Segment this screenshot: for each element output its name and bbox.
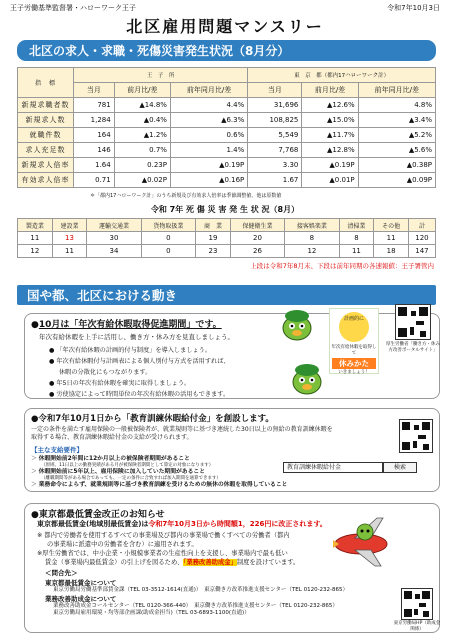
section-band-movements: 国や都、北区における動き — [17, 285, 436, 305]
paid-leave-title: ●10月は「年次有給休暇取得促進期間」です。 — [31, 320, 222, 330]
top-bar — [10, 2, 440, 14]
qr-code[interactable] — [399, 419, 433, 453]
education-leave-title: ●令和7年10月1日から「教育訓練休暇給付金」を創設します。 — [31, 414, 274, 424]
col-prev-year: 前年同月比/差 — [170, 83, 247, 98]
table-row: 有効求人倍率 0.71 ▲0.02P ▲0.16P 1.67 ▲0.01P ▲0.09P — [18, 173, 436, 188]
minimum-wage-announcement: 東京都最低賃金(地域別最低賃金)は令和7年10月3日から時間額1，226円に改正されます。 — [37, 520, 327, 528]
table-row: 新規求職者数 781 ▲14.8% 4.4% 31,696 ▲12.6% 4.8% — [18, 98, 436, 113]
employment-stats-table — [17, 67, 436, 188]
requirements-list: ＞ 休暇開始前2年間に12か月以上の被保険者期間があること （原則、11日以上の勤務実績がある月が被保険者期間として算定の対象になります） ＞ 休暇開始前に5年以上、雇用保険に加入していた期間があること （離職期間等がある場合であっても、一定の条件に合致すれば加入期間を通算できます） ＞ 業務命令によらず、就業規則等に基づき教育訓練を受けるための無休の休暇を取得していること — [31, 456, 288, 488]
minimum-wage-title: ●東京都最低賃金改正のお知らせ — [31, 510, 165, 520]
section-band-stats: 北区の求人・求職・死傷災害発生状況（8月分） — [17, 40, 436, 61]
injury-table-note: 上段は令和7年8月末、下段は前年同期の各速報値：王子署管内 — [250, 262, 434, 270]
col-prev-year: 前年同月比/差 — [358, 83, 435, 98]
table-row: 11 13 30 0 19 20 8 8 11 120 — [18, 232, 436, 245]
paid-leave-poster: 計画的に 年次有給休暇を取得して 休みかた いきましょう！ — [329, 308, 379, 374]
page-title: 北区雇用問題マンスリー — [126, 17, 324, 36]
education-leave-box — [24, 408, 440, 492]
publish-date: 令和7年10月3日 — [387, 4, 440, 12]
search-button[interactable]: 検索 — [383, 462, 417, 473]
list-item: ● 年5日の年次有給休暇を確実に取得しましょう。 — [49, 380, 191, 387]
table1-footnote: ＊「都内17ハローワーク計」のうち新規及び有効求人倍率は季節調整値、他は原数値 — [90, 193, 282, 199]
table-row: 新規求人数 1,284 ▲0.4% ▲6.3% 108,825 ▲15.0% ▲3.4% — [18, 113, 436, 128]
search-box — [283, 462, 417, 473]
col-current: 当月 — [74, 83, 115, 98]
search-input[interactable]: 教育訓練休暇給付金 — [283, 462, 383, 473]
table-row: 求人充足数 146 0.7% 1.4% 7,768 ▲12.8% ▲5.6% — [18, 143, 436, 158]
qr-caption: 厚生労働省「働き方・休み方改善ポータルサイト」 — [386, 342, 440, 353]
col-prev-month: 前月比/差 — [302, 83, 358, 98]
qr-code[interactable] — [395, 304, 431, 340]
paid-leave-box — [24, 313, 440, 399]
list-item: ● 「年次有給休暇の計画的付与制度」を導入しましょう。 — [49, 347, 212, 354]
poster-badge: 計画的に — [339, 312, 369, 342]
organization-name: 王子労働基準監督署・ハローワーク王子 — [10, 4, 136, 12]
injury-table: 製造業 建設業 運輸交通業 貨物取扱業 商 業 保健衛生業 接客娯楽業 清掃業 その他 計 11 13 30 0 19 20 8 8 11 120 12 11 34 0 23 26 12 11 18 147 — [17, 218, 436, 258]
kappa-mascot-icon — [287, 358, 327, 398]
list-item: 休暇の分散化にもつながります。 — [59, 369, 152, 376]
kappa-mascot-icon — [277, 304, 317, 344]
paid-leave-intro: 年次有給休暇を上手に活用し、働き方・休み方を見直しましょう。 — [39, 333, 234, 341]
table-row: 就職件数 164 ▲1.2% 0.6% 5,549 ▲11.7% ▲5.2% — [18, 128, 436, 143]
qr-caption: 東京労働局HP（助成金関係） — [393, 621, 441, 632]
education-leave-desc: 一定の条件を満たす雇用保険の一般被保険者が、就業規則等に基づき連続した30日以上の無給の教育訓練休暇を 取得する場合、教育訓練休暇給付金の支給が受けられます。 — [31, 426, 333, 442]
list-item: ● 年次有給休暇付与計画表による個人別付与方式を活用すれば、 — [49, 358, 230, 365]
ouji-header: 王 子 所 — [74, 68, 248, 83]
col-current: 当月 — [248, 83, 302, 98]
list-item: ● 労使協定によって時間単位の年次有給休暇の活用もできます。 — [49, 391, 230, 398]
injury-table-title: 令和 7年 死 傷 災 害 発 生 状 況（8月） — [150, 205, 300, 214]
col-prev-month: 前月比/差 — [114, 83, 170, 98]
minimum-wage-scope: ※ 都内で労働者を使用するすべての事業場及び都内の事業場で働くすべての労働者（都内 の事業場に派遣中の労働者を含む）に適用されます。 — [37, 532, 290, 548]
indicator-header: 指 標 — [18, 68, 74, 98]
qr-code[interactable] — [401, 588, 433, 620]
minimum-wage-box — [24, 503, 440, 633]
airplane-mascot-icon — [325, 512, 395, 570]
table-row: 新規求人倍率 1.64 0.23P ▲0.19P 3.30 ▲0.19P ▲0.38P — [18, 158, 436, 173]
contact-list: 東京都最低賃金について 東京労働局労働基準部賃金課（TEL 03-3512-1614(直通)） 東京働き方改革推進支援センター（TEL 0120-232-865） 業務改善助成金について 業務改善助成金コールセンター（TEL 0120-366-440） 東京働き方改革推進支援センター（TEL 0120-232-865） 東京労働局雇用環境・均等部企画課(助成金担当)（TEL 03-6893-1100(直通)） — [45, 579, 349, 617]
table-row: 12 11 34 0 23 26 12 11 18 147 — [18, 245, 436, 258]
requirements-title: 【主な支給要件】 — [31, 446, 83, 454]
tokyo-header: 東 京 都（都内17ハローワーク計） — [248, 68, 436, 83]
grant-note: ※厚生労働省では、中小企業・小規模事業者の生産性向上を支援し、事業場内で最も低い 賃金（事業場内最低賃金）の引上げを図るため、「業務改善助成金」制度を設けています。 — [37, 550, 300, 566]
contact-title: ＜問合先＞ — [45, 569, 78, 577]
